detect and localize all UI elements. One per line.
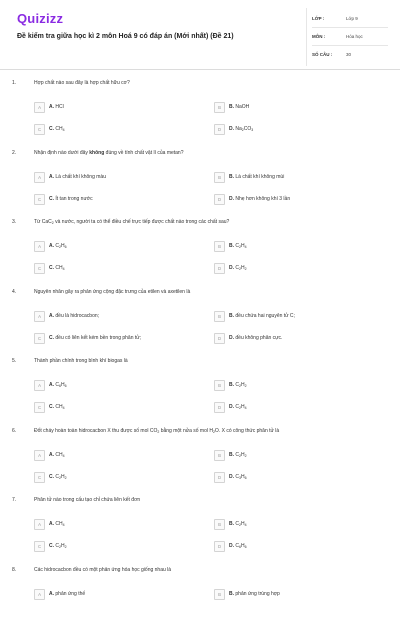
option-prefix: B. — [229, 382, 236, 388]
option-prefix: D. — [229, 126, 236, 132]
meta-table — [312, 10, 388, 63]
option-letter-box: D — [214, 263, 225, 274]
option-body: $C_2H_6$ — [55, 243, 67, 249]
option-text — [229, 335, 282, 341]
option-letter-box: B — [214, 172, 225, 183]
option-prefix: B. — [229, 104, 236, 110]
option-text — [229, 265, 247, 271]
option-prefix: C. — [49, 265, 56, 271]
option-letter-box: B — [214, 102, 225, 113]
option-letter-box: A — [34, 311, 45, 322]
worksheet-header — [0, 0, 400, 70]
option-prefix: A. — [49, 382, 56, 388]
question-item — [0, 497, 400, 559]
option-a[interactable] — [34, 587, 85, 601]
option-b[interactable] — [214, 239, 247, 253]
option-body: $C_2H_4$ — [235, 243, 247, 249]
option-body: $CH_4$ — [55, 452, 65, 458]
question-item — [0, 289, 400, 351]
option-text — [49, 591, 85, 597]
option-body: đều có liên kết kém bền trong phân tử; — [55, 335, 142, 341]
option-prefix: B. — [229, 591, 236, 597]
option-letter-box: C — [34, 333, 45, 344]
option-text — [49, 104, 64, 110]
option-text — [229, 382, 247, 388]
option-letter-box: C — [34, 263, 45, 274]
option-text — [229, 474, 247, 480]
meta-value: Hóa học — [346, 34, 363, 39]
option-prefix: D. — [229, 474, 236, 480]
option-letter-box: A — [34, 589, 45, 600]
question-item — [0, 358, 400, 420]
option-letter-box: A — [34, 519, 45, 530]
question-number: 8. — [12, 567, 17, 573]
question-number: 3. — [12, 219, 17, 225]
option-body: $C_2H_2$ — [235, 265, 247, 271]
option-prefix: A. — [49, 104, 56, 110]
meta-value: Lớp 9 — [346, 16, 358, 21]
option-d[interactable] — [214, 261, 247, 275]
option-c[interactable] — [34, 331, 141, 345]
option-prefix: D. — [229, 404, 236, 410]
option-letter-box: A — [34, 172, 45, 183]
option-prefix: C. — [49, 474, 56, 480]
option-a[interactable] — [34, 517, 65, 531]
option-letter-box: B — [214, 241, 225, 252]
option-text — [49, 126, 65, 132]
question-item — [0, 80, 400, 142]
option-prefix: D. — [229, 196, 236, 202]
option-d[interactable] — [214, 122, 253, 136]
meta-label: MÔN : — [312, 34, 326, 39]
option-c[interactable] — [34, 192, 93, 206]
question-text: Đốt cháy hoàn toàn hidrocacbon X thu được số mol $CO_2$ bằng một nửa số mol $H_2O$. X có công thức phân tử là — [34, 428, 280, 434]
question-item — [0, 567, 400, 629]
option-body: $C_2H_2$ — [55, 474, 67, 480]
option-b[interactable] — [214, 448, 247, 462]
option-prefix: A. — [49, 452, 56, 458]
option-text — [49, 521, 65, 527]
option-body: Nhẹ hơn không khí 3 lần — [235, 196, 291, 202]
option-text — [229, 543, 247, 549]
option-text — [49, 382, 67, 388]
option-a[interactable] — [34, 309, 99, 323]
option-letter-box: C — [34, 124, 45, 135]
option-a[interactable] — [34, 378, 67, 392]
option-prefix: A. — [49, 243, 56, 249]
option-prefix: D. — [229, 335, 236, 341]
option-text — [49, 174, 106, 180]
option-prefix: A. — [49, 521, 56, 527]
option-body: $CH_4$ — [55, 126, 65, 132]
document-title: Đề kiểm tra giữa học kì 2 môn Hoá 9 có đáp án (Mới nhất) (Đề 21) — [17, 33, 234, 40]
option-letter-box: B — [214, 380, 225, 391]
option-a[interactable] — [34, 100, 64, 114]
question-text: Thành phần chính trong bình khí biogas là — [34, 358, 128, 364]
option-letter-box: B — [214, 519, 225, 530]
question-item — [0, 150, 400, 212]
option-text — [49, 474, 67, 480]
option-prefix: A. — [49, 591, 56, 597]
question-number: 5. — [12, 358, 17, 364]
meta-label: SỐ CÂU : — [312, 52, 333, 57]
option-b[interactable] — [214, 170, 284, 184]
option-letter-box: D — [214, 194, 225, 205]
option-body: $C_2H_2$ — [55, 543, 67, 549]
option-text — [229, 404, 247, 410]
option-prefix: C. — [49, 404, 56, 410]
option-letter-box: B — [214, 311, 225, 322]
meta-row-count — [312, 46, 388, 63]
option-body: đều chứa hai nguyên tử C; — [235, 313, 295, 319]
option-a[interactable] — [34, 170, 106, 184]
option-d[interactable] — [214, 539, 247, 553]
option-prefix: B. — [229, 174, 236, 180]
option-body: $C_6H_6$ — [55, 382, 67, 388]
question-item — [0, 219, 400, 281]
option-letter-box: D — [214, 541, 225, 552]
option-text — [229, 313, 295, 319]
option-text — [49, 196, 93, 202]
option-body: $C_2H_2$ — [235, 452, 247, 458]
option-letter-box: A — [34, 241, 45, 252]
question-text: Từ CaC$_2$ và nước, người ta có thể điều chế trực tiếp được chất nào trong các chất sau? — [34, 219, 230, 225]
option-text — [49, 313, 99, 319]
option-body: $CH_4$ — [55, 404, 65, 410]
option-letter-box: A — [34, 102, 45, 113]
option-body: $Na_2CO_3$ — [235, 126, 254, 132]
meta-value: 30 — [346, 52, 352, 57]
option-text — [49, 452, 65, 458]
option-text — [229, 452, 247, 458]
option-text — [229, 126, 253, 132]
option-c[interactable] — [34, 470, 67, 484]
option-body: $C_6H_6$ — [235, 543, 247, 549]
option-body: đều là hidrocacbon; — [55, 313, 100, 319]
option-letter-box: A — [34, 380, 45, 391]
option-text — [49, 335, 141, 341]
question-number: 4. — [12, 289, 17, 295]
option-body: $C_2H_4$ — [235, 404, 247, 410]
option-c[interactable] — [34, 539, 67, 553]
option-prefix: C. — [49, 196, 56, 202]
question-text: Hợp chất nào sau đây là hợp chất hữu cơ? — [34, 80, 130, 86]
option-letter-box: A — [34, 450, 45, 461]
option-prefix: C. — [49, 543, 56, 549]
option-b[interactable] — [214, 378, 247, 392]
option-text — [49, 543, 67, 549]
option-body: $C_2H_2$ — [235, 382, 247, 388]
option-letter-box: B — [214, 450, 225, 461]
option-letter-box: D — [214, 472, 225, 483]
option-text — [229, 174, 284, 180]
question-number: 7. — [12, 497, 17, 503]
option-d[interactable] — [214, 470, 247, 484]
option-prefix: D. — [229, 543, 236, 549]
question-text: Nhận định nào dưới đây không đúng về tính chất vật lí của metan? — [34, 150, 184, 156]
option-d[interactable] — [214, 400, 247, 414]
option-prefix: A. — [49, 174, 56, 180]
option-text — [229, 243, 247, 249]
option-letter-box: C — [34, 541, 45, 552]
option-prefix: C. — [49, 126, 56, 132]
option-prefix: B. — [229, 313, 236, 319]
option-b[interactable] — [214, 587, 280, 601]
question-number: 6. — [12, 428, 17, 434]
question-item — [0, 428, 400, 490]
option-body: NaOH — [235, 104, 250, 110]
quizizz-logo: Quizizz — [17, 11, 64, 26]
option-body: $CH_4$ — [55, 265, 65, 271]
question-text: Các hidrocacbon đều có một phản ứng hóa học giống nhau là — [34, 567, 172, 573]
option-b[interactable] — [214, 517, 247, 531]
option-body: HCl — [55, 104, 64, 110]
option-a[interactable] — [34, 239, 67, 253]
option-letter-box: C — [34, 194, 45, 205]
question-number: 2. — [12, 150, 17, 156]
option-prefix: B. — [229, 521, 236, 527]
option-body: $C_3H_6$ — [235, 474, 247, 480]
question-text: Phân tử nào trong cấu tạo chỉ chứa liên kết đơn — [34, 497, 141, 503]
option-body: $CH_4$ — [55, 521, 65, 527]
option-text — [229, 196, 290, 202]
option-letter-box: D — [214, 402, 225, 413]
option-letter-box: D — [214, 333, 225, 344]
option-b[interactable] — [214, 100, 249, 114]
meta-row-subject — [312, 28, 388, 46]
meta-label: LỚP : — [312, 16, 325, 21]
option-c[interactable] — [34, 122, 65, 136]
option-prefix: A. — [49, 313, 56, 319]
option-c[interactable] — [34, 400, 65, 414]
option-d[interactable] — [214, 192, 290, 206]
option-text — [49, 243, 67, 249]
meta-row-class — [312, 10, 388, 28]
option-c[interactable] — [34, 261, 65, 275]
option-text — [229, 104, 249, 110]
option-body: Là chất khí không màu — [55, 174, 106, 180]
option-letter-box: C — [34, 472, 45, 483]
option-text — [229, 591, 280, 597]
option-prefix: B. — [229, 452, 236, 458]
option-body: đều không phân cực. — [235, 335, 283, 341]
option-body: Là chất khí không mùi — [235, 174, 285, 180]
header-divider — [0, 69, 400, 70]
option-body: phản ứng trùng hợp — [235, 591, 280, 597]
question-number: 1. — [12, 80, 17, 86]
option-prefix: D. — [229, 265, 236, 271]
option-letter-box: B — [214, 589, 225, 600]
option-prefix: B. — [229, 243, 236, 249]
option-text — [49, 265, 65, 271]
option-body: $C_2H_4$ — [235, 521, 247, 527]
option-letter-box: D — [214, 124, 225, 135]
option-d[interactable] — [214, 331, 282, 345]
option-letter-box: C — [34, 402, 45, 413]
option-body: phản ứng thế — [55, 591, 86, 597]
option-a[interactable] — [34, 448, 65, 462]
option-text — [229, 521, 247, 527]
option-b[interactable] — [214, 309, 295, 323]
option-body: Ít tan trong nước — [55, 196, 93, 202]
option-text — [49, 404, 65, 410]
option-prefix: C. — [49, 335, 56, 341]
question-text: Nguyên nhân gây ra phản ứng cộng đặc trưng của etilen và axetilen là — [34, 289, 191, 295]
